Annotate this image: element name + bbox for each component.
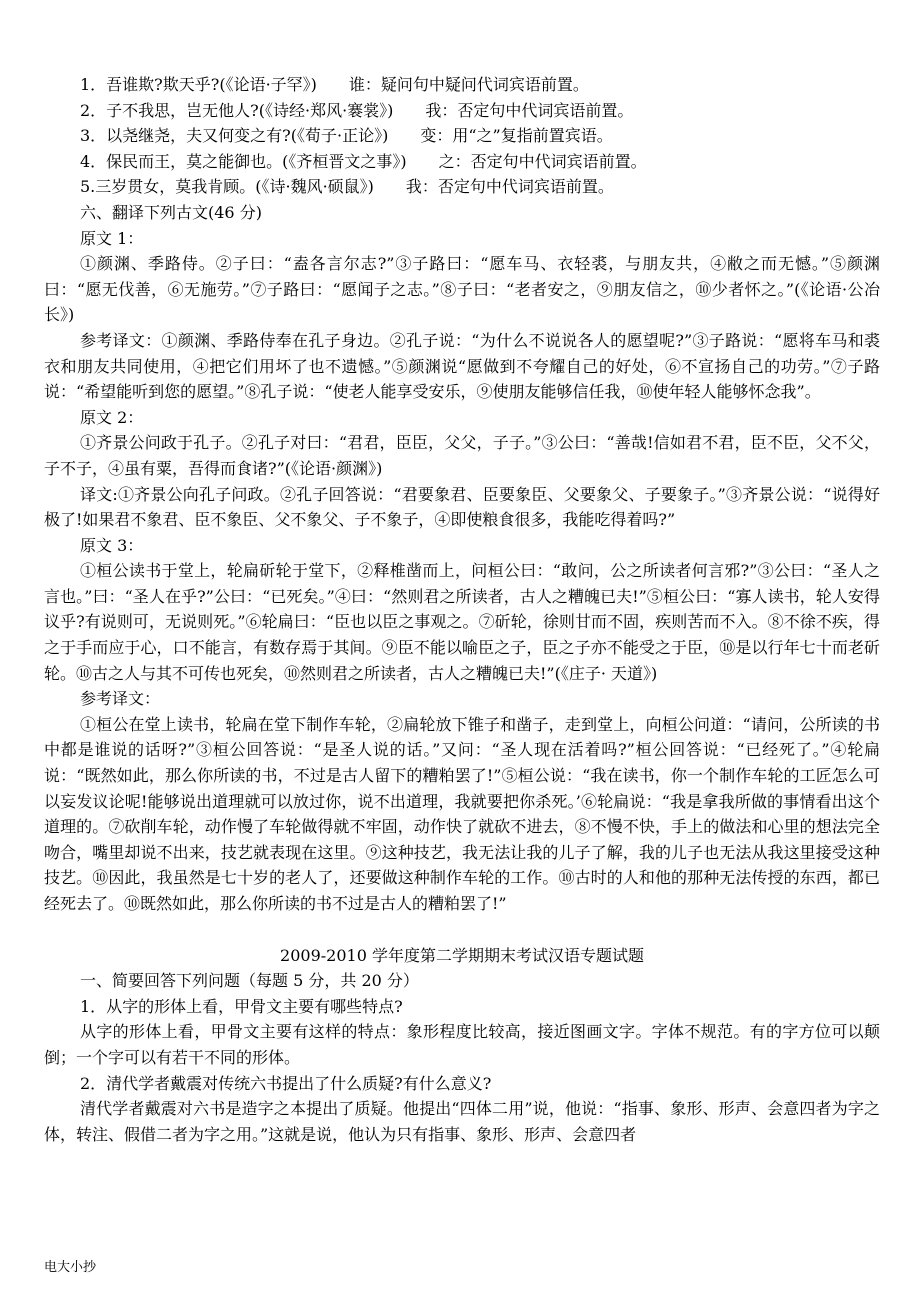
document-body [44,72,880,1147]
text-1-label: 原文 1： [80,228,144,248]
text-2-original: ①齐景公问政于孔子。②孔子对曰：“君君，臣臣，父父，子子。”③公曰：“善哉!信如君不君，臣不臣，父不父，子不子，④虽有粟，吾得而食诸?”(《论语·颜渊》) [44,433,880,478]
question-1: 1．从字的形体上看，甲骨文主要有哪些特点? [80,996,403,1016]
part-1-heading: 一、简要回答下列问题（每题 5 分，共 20 分） [80,971,419,991]
text-1-translation: 参考译文：①颜渊、季路侍奉在孔子身边。②孔子说：“为什么不说说各人的愿望呢?”③子路说：“愿将车马和裘衣和朋友共同使用，④把它们用坏了也不遗憾。”⑤颜渊说“愿做到不夸耀自己的好处，⑥不宣扬自己的功劳。”⑦子路说：“希望能听到您的愿望。”⑧孔子说：“使老人能享受安乐，⑨使朋友能够信任我，⑩使年轻人能够怀念我”。 [44,330,880,402]
text-3-label: 原文 3： [80,535,144,555]
question-2: 2．清代学者戴震对传统六书提出了什么质疑?有什么意义? [80,1073,492,1093]
example-line-5: 5.三岁贯女，莫我肯顾。(《诗·魏风·硕鼠》) 我：否定句中代词宾语前置。 [80,177,614,197]
text-2-translation: 译文:①齐景公向孔子问政。②孔子回答说：“君要象君、臣要象臣、父要象父、子要象子。”③齐景公说：“说得好极了!如果君不象君、臣不象臣、父不象父、子不象子，④即使粮食很多，我能吃得着吗?” [44,484,880,530]
example-line-4: 4．保民而王，莫之能御也。(《齐桓晋文之事》) 之：否定句中代词宾语前置。 [80,151,647,171]
answer-2: 清代学者戴震对六书是造字之本提出了质疑。他提出“四体二用”说，他说：“指事、象形、形声、会意四者为字之体，转注、假借二者为字之用。”这就是说，他认为只有指事、象形、形声、会意四者 [44,1099,880,1144]
answer-1: 从字的形体上看，甲骨文主要有这样的特点：象形程度比较高，接近图画文字。字体不规范。有的字方位可以颠倒；一个字可以有若干不同的形体。 [44,1022,880,1067]
exam-title: 2009-2010 学年度第二学期期末考试汉语专题试题 [280,945,644,965]
section-6-title: 六、翻译下列古文(46 分) [80,202,262,222]
text-1-original: ①颜渊、季路侍。②子曰：“盍各言尔志?”③子路曰：“愿车马、衣轻裘，与朋友共，④敝之而无憾。”⑤颜渊曰：“愿无伐善，⑥无施劳。”⑦子路曰：“愿闻子之志。”⑧子曰：“老者安之，⑨朋友信之，⑩少者怀之。”(《论语·公冶长》) [44,254,880,325]
footer-note: 电大小抄 [44,1260,97,1275]
text-3-translation: ①桓公在堂上读书，轮扁在堂下制作车轮，②扁轮放下锥子和凿子，走到堂上，向桓公问道：“请问，公所读的书中都是谁说的话呀?”③桓公回答说：“是圣人说的话。”又问：“圣人现在活着吗?”桓公回答说：“已经死了。”④轮扁说：“既然如此，那么你所读的书，不过是古人留下的糟粕罢了!”⑤桓公说：“我在读书，你一个制作车轮的工匠怎么可以妄发议论呢!能够说出道理就可以放过你，说不出道理，我就要把你杀死。’⑥轮扁说：“我是拿我所做的事情看出这个道理的。⑦砍削车轮，动作慢了车轮做得就不牢固，动作快了就砍不进去，⑧不慢不快，手上的做法和心里的想法完全吻合，嘴里却说不出来，技艺就表现在这里。⑨这种技艺，我无法让我的儿子了解，我的儿子也无法从我这里接受这种技艺。⑩因此，我虽然是七十岁的老人了，还要做这种制作车轮的工作。⑩古时的人和他的那种无法传授的东西，都已经死去了。⑩既然如此，那么你所读的书不过是古人的糟粕罢了!” [44,714,880,913]
example-line-2: 2．子不我思，岂无他人?(《诗经·郑风·褰裳》) 我：否定句中代词宾语前置。 [80,100,634,120]
text-2-label: 原文 2： [80,407,144,427]
text-3-original: ①桓公读书于堂上，轮扁斫轮于堂下，②释椎凿而上，问桓公曰：“敢问，公之所读者何言邪?”③公曰：“圣人之言也。”曰：“圣人在乎?”公曰：“已死矣。”④曰：“然则君之所读者，古人之糟魄已夫!”⑤桓公曰：“寡人读书，轮人安得议乎?有说则可，无说则死。”⑥轮扁曰：“臣也以臣之事观之。⑦斫轮，徐则甘而不固，疾则苦而不入。⑧不徐不疾，得之于手而应于心，口不能言，有数存焉于其间。⑨臣不能以喻臣之子，臣之子亦不能受之于臣，⑩是以行年七十而老斫轮。⑩古之人与其不可传也死矣，⑩然则君之所读者，古人之糟魄已夫!”(《庄子· 天道》) [44,561,880,683]
example-line-1: 1．吾谁欺?欺天乎?(《论语·子罕》) 谁：疑问句中疑问代词宾语前置。 [80,75,589,94]
text-3-ref-label: 参考译文： [80,689,161,709]
example-line-3: 3．以尧继尧，夫又何变之有?(《荀子·正论》) 变：用“之”复指前置宾语。 [80,126,613,146]
